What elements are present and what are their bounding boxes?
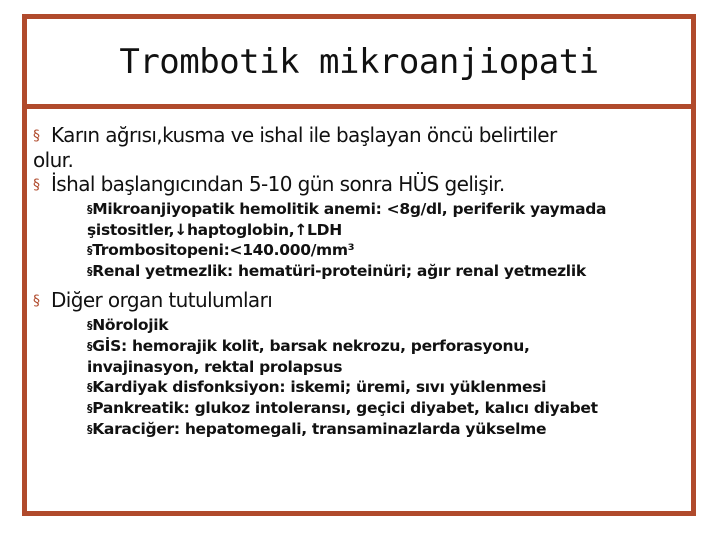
bullet-text: Diğer organ tutulumları: [51, 288, 273, 312]
sub-bullet-icon: §: [87, 381, 93, 394]
bullet-text: olur.: [33, 148, 74, 172]
sub-bullet-icon: §: [87, 402, 93, 415]
title-box: [27, 19, 691, 109]
bullet-text: İshal başlangıcından 5-10 gün sonra HÜS gelişir.: [51, 172, 505, 196]
sub-item-text: invajinasyon, rektal prolapsus: [87, 358, 343, 376]
sub-bullet-icon: §: [87, 265, 93, 278]
sub-item-text: Nörolojik: [92, 316, 169, 334]
sub-bullet-icon: §: [87, 319, 93, 332]
sub-item: [87, 199, 685, 240]
bullet-item: [33, 288, 685, 313]
sub-list: [87, 199, 685, 282]
bullet-item: [33, 123, 685, 172]
sub-item-text: Renal yetmezlik: hematüri-proteinüri; ağır renal yetmezlik: [92, 262, 586, 280]
bullet-marker-icon: §: [33, 293, 40, 309]
sub-item-text: Mikroanjiyopatik hemolitik anemi: <8g/dl, periferik yaymada: [92, 200, 607, 218]
sub-item: [87, 240, 685, 261]
slide-title: Trombotik mikroanjiopati: [119, 41, 599, 82]
sub-item-text: Karaciğer: hepatomegali, transaminazlarda yükselme: [92, 420, 547, 438]
bullet-marker-icon: §: [33, 177, 40, 193]
sub-item-text: şistositler,↓haptoglobin,↑LDH: [87, 221, 342, 239]
sub-item: [87, 377, 685, 398]
sub-bullet-icon: §: [87, 203, 93, 216]
bullet-text: Karın ağrısı,kusma ve ishal ile başlayan öncü belirtiler: [51, 123, 557, 147]
sub-item-text: Pankreatik: glukoz intoleransı, geçici diyabet, kalıcı diyabet: [92, 399, 598, 417]
slide-frame: [22, 14, 696, 516]
sub-item: [87, 398, 685, 419]
sub-item: [87, 261, 685, 282]
sub-list: [87, 315, 685, 440]
sub-bullet-icon: §: [87, 244, 93, 257]
sub-bullet-icon: §: [87, 340, 93, 353]
sub-item-text: Trombositopeni:<140.000/mm³: [92, 241, 355, 259]
bullet-item: [33, 172, 685, 197]
sub-item: [87, 336, 685, 377]
sub-item: [87, 419, 685, 440]
bullet-marker-icon: §: [33, 128, 40, 144]
slide-content: [33, 123, 685, 446]
sub-item: [87, 315, 685, 336]
sub-item-text: GİS: hemorajik kolit, barsak nekrozu, perforasyonu,: [92, 337, 530, 355]
sub-item-text: Kardiyak disfonksiyon: iskemi; üremi, sıvı yüklenmesi: [92, 378, 547, 396]
sub-bullet-icon: §: [87, 423, 93, 436]
